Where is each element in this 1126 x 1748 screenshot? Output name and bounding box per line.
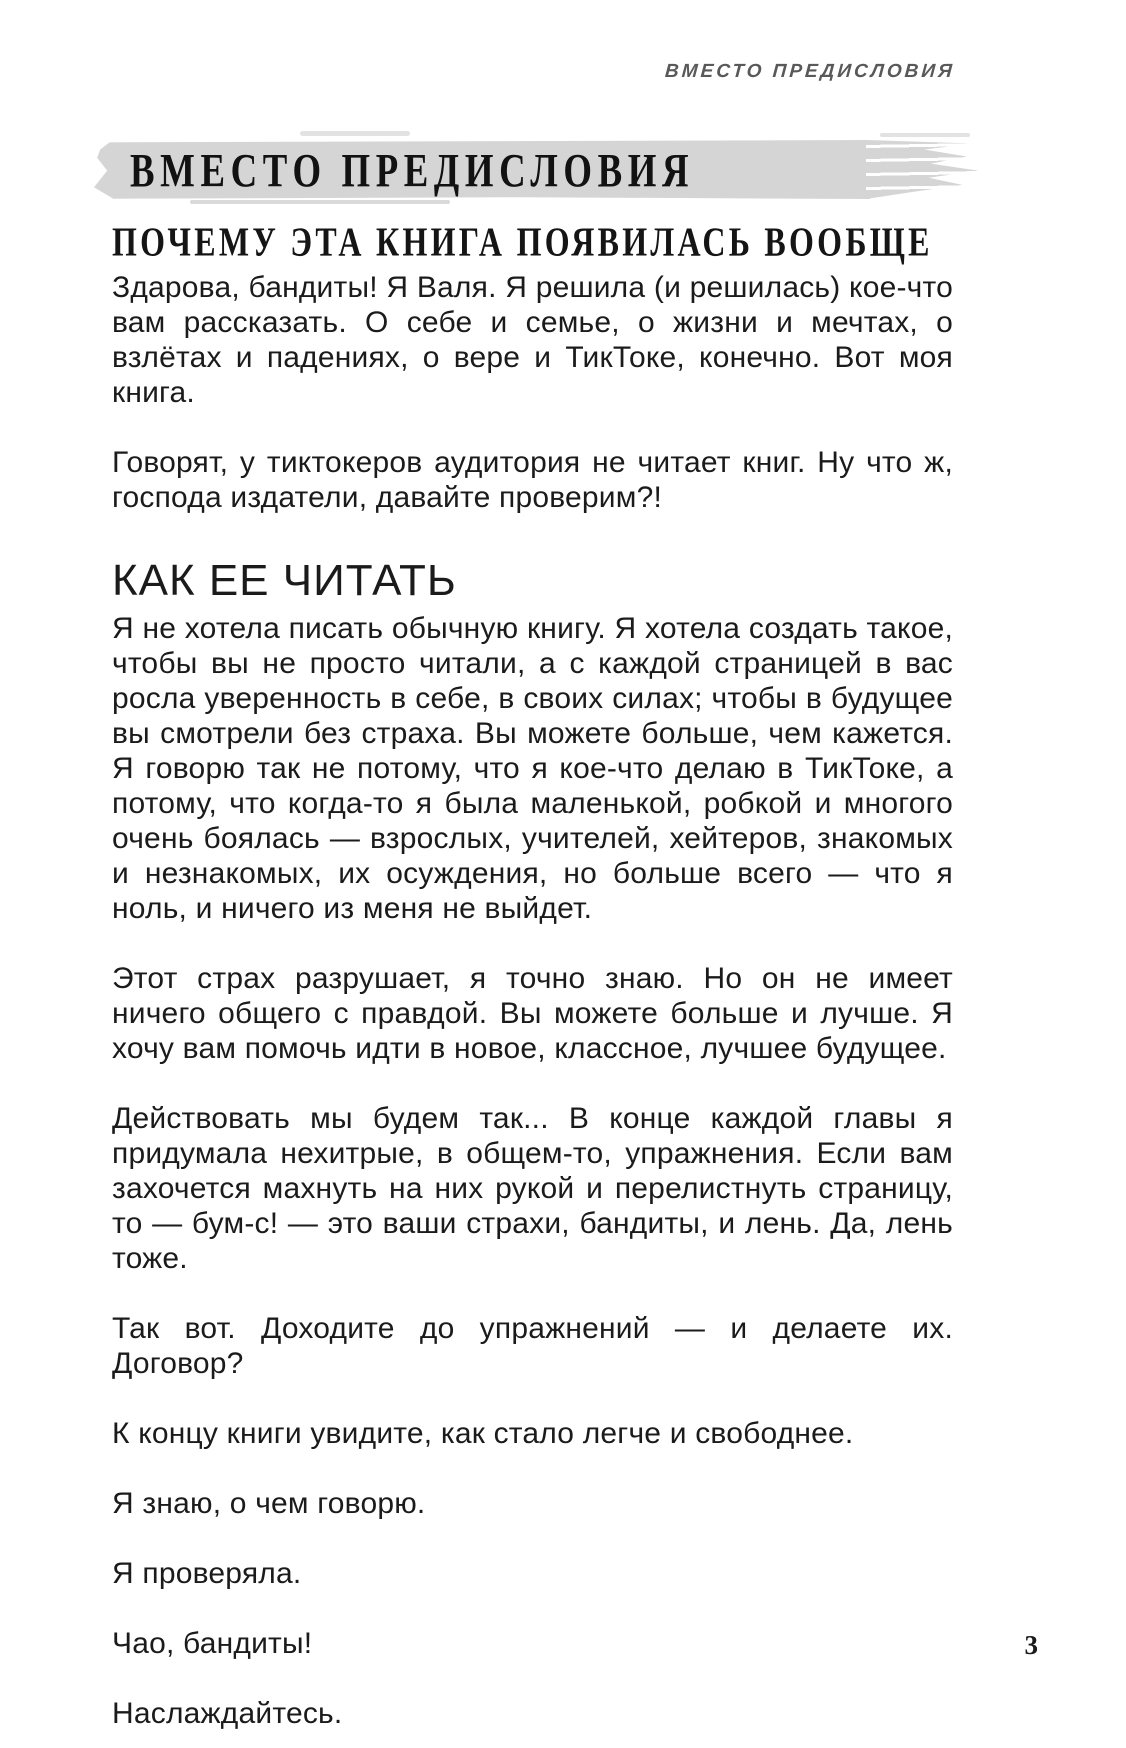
paragraph: Чао, бандиты! bbox=[112, 1627, 313, 1660]
running-header: ВМЕСТО ПРЕДИСЛОВИЯ bbox=[664, 61, 956, 82]
paragraph: Я знаю, о чем говорю. bbox=[112, 1487, 426, 1520]
chapter-title: ВМЕСТО ПРЕДИСЛОВИЯ bbox=[130, 143, 695, 197]
page-number: 3 bbox=[1024, 1630, 1038, 1660]
paragraph: Действовать мы будем так... В конце каждой главы я придумала нехитрые, в общем-то, упражнения. Если вам захочется махнуть на них рукой и перелистнуть страницу, то — бум-с! — это ваши страхи, бандиты, и лень. Да, лень тоже. bbox=[112, 1102, 953, 1275]
brush-smudge bbox=[190, 200, 450, 204]
brush-smudge bbox=[880, 133, 970, 137]
paragraph: Говорят, у тиктокеров аудитория не читает книг. Ну что ж, господа издатели, давайте проверим?! bbox=[112, 446, 953, 514]
brush-smudge bbox=[300, 131, 410, 136]
paragraph: Так вот. Доходите до упражнений — и делаете их. Договор? bbox=[112, 1312, 953, 1380]
paragraph: К концу книги увидите, как стало легче и свободнее. bbox=[112, 1417, 854, 1450]
paragraph: Этот страх разрушает, я точно знаю. Но он не имеет ничего общего с правдой. Вы можете больше и лучше. Я хочу вам помочь идти в новое, классное, лучшее будущее. bbox=[112, 962, 953, 1065]
brush-stroke-tail bbox=[866, 140, 978, 199]
paragraph: Наслаждайтесь. bbox=[112, 1697, 343, 1730]
page-content bbox=[112, 219, 953, 1748]
section-heading-why-book-appeared: ПОЧЕМУ ЭТА КНИГА ПОЯВИЛАСЬ ВООБЩЕ bbox=[112, 219, 933, 266]
paragraph: Я проверяла. bbox=[112, 1557, 302, 1590]
section-heading-how-to-read: КАК ЕЕ ЧИТАТЬ bbox=[112, 556, 457, 605]
paragraph: Я не хотела писать обычную книгу. Я хотела создать такое, чтобы вы не просто читали, а с каждой страницей в вас росла уверенность в себе, в своих силах; чтобы в будущее вы смотрели без страха. Вы можете больше, чем кажется. Я говорю так не потому, что я кое-что делаю в ТикТоке, а потому, что когда-то я была маленькой, робкой и многого очень боялась — взрослых, учителей, хейтеров, знакомых и незнакомых, их осуждения, но больше всего — что я ноль, и ничего из меня не выйдет. bbox=[112, 612, 953, 925]
paragraph: Здарова, бандиты! Я Валя. Я решила (и решилась) кое-что вам рассказать. О себе и семье, о жизни и мечтах, о взлётах и падениях, о вере и ТикТоке, конечно. Вот моя книга. bbox=[112, 271, 953, 409]
